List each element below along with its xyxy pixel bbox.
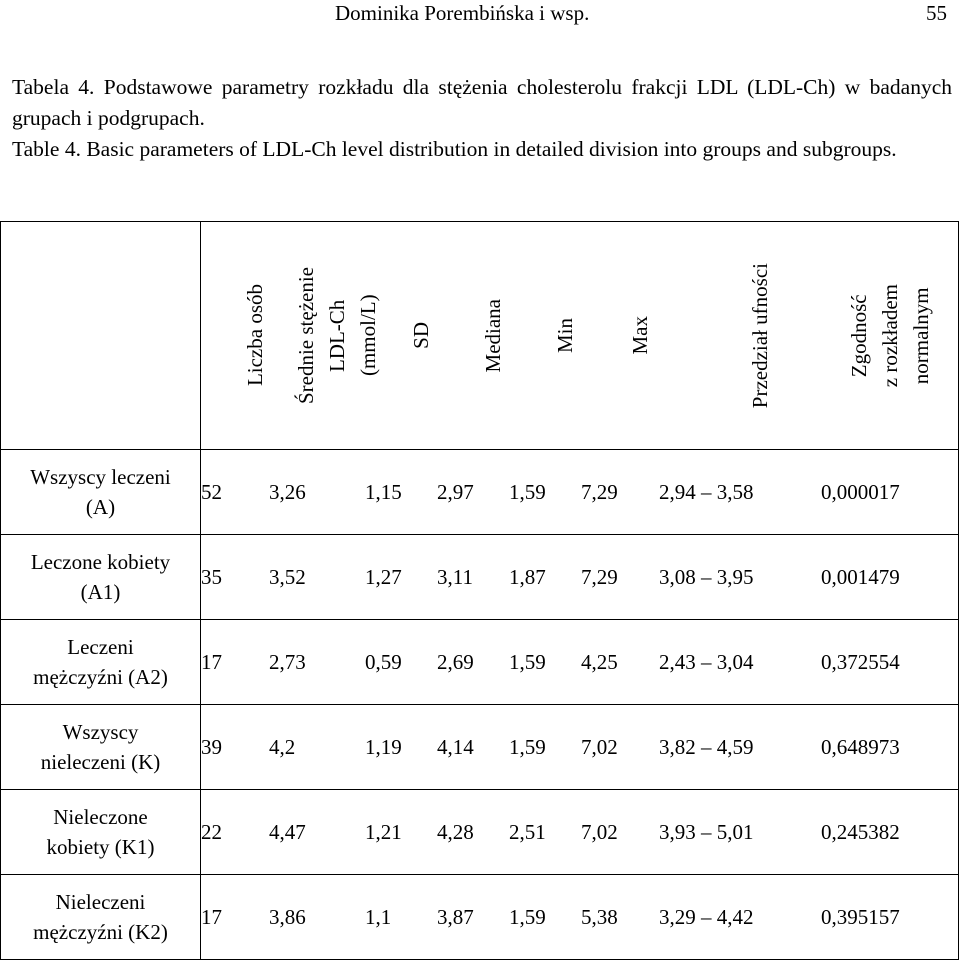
column-header-group [201, 222, 958, 449]
value-3: 1,15 [365, 479, 402, 504]
value-7: 3,08 – 3,95 [659, 564, 754, 589]
value-5: 1,59 [509, 734, 546, 759]
values-cell [201, 535, 959, 620]
value-1: 17 [201, 649, 222, 674]
column-header-line: Średnie stężenie [293, 266, 318, 405]
value-6: 7,02 [581, 819, 618, 844]
value-7: 3,93 – 5,01 [659, 819, 754, 844]
values-cell [201, 620, 959, 705]
value-4: 4,28 [437, 819, 474, 844]
running-head: Dominika Porembińska i wsp. [335, 1, 590, 25]
column-header-line: z rozkładem [877, 283, 902, 388]
value-3: 0,59 [365, 649, 402, 674]
value-7: 3,29 – 4,42 [659, 904, 754, 929]
value-5: 2,51 [509, 819, 546, 844]
value-4: 2,97 [437, 479, 474, 504]
table-row [1, 705, 959, 790]
value-4: 2,69 [437, 649, 474, 674]
column-header-label [550, 318, 581, 353]
value-4: 4,14 [437, 734, 474, 759]
column-header-label [240, 284, 271, 386]
page-number: 55 [926, 1, 947, 25]
value-6: 5,38 [581, 904, 618, 929]
value-5: 1,59 [509, 904, 546, 929]
column-header-label [745, 263, 776, 408]
value-6: 4,25 [581, 649, 618, 674]
group-name-line: Nieleczeni [55, 890, 146, 914]
value-8: 0,648973 [821, 734, 900, 759]
value-1: 39 [201, 734, 222, 759]
value-7: 3,82 – 4,59 [659, 734, 754, 759]
table-row [1, 620, 959, 705]
column-header-label [844, 284, 937, 387]
values-cell [201, 790, 959, 875]
column-header-line: Mediana [480, 298, 505, 373]
column-header-line: Max [627, 316, 652, 355]
column-header-label [625, 316, 656, 355]
value-5: 1,87 [509, 564, 546, 589]
group-name-cell [1, 875, 201, 960]
value-3: 1,21 [365, 819, 402, 844]
value-4: 3,11 [437, 564, 473, 589]
caption-english: Table 4. Basic parameters of LDL-Ch level distribution in detailed division into groups and subgroups. [12, 137, 897, 161]
group-name-line: kobiety (K1) [46, 835, 155, 859]
column-header-5 [529, 318, 601, 353]
group-name-cell [1, 620, 201, 705]
caption-polish: Tabela 4. Podstawowe parametry rozkładu dla stężenia cholesterolu frakcji LDL (LDL-Ch) w badanych grupach i podgrupach. [12, 75, 952, 130]
value-1: 52 [201, 479, 222, 504]
value-6: 7,02 [581, 734, 618, 759]
value-8: 0,001479 [821, 564, 900, 589]
column-header-line: Zgodność [846, 294, 871, 377]
group-name-line: Leczone kobiety [30, 550, 171, 574]
value-8: 0,245382 [821, 819, 900, 844]
group-name-cell [1, 535, 201, 620]
group-name-cell [1, 790, 201, 875]
value-2: 3,52 [269, 564, 306, 589]
column-header-4 [457, 299, 529, 372]
value-6: 7,29 [581, 479, 618, 504]
value-2: 2,73 [269, 649, 306, 674]
value-2: 3,86 [269, 904, 306, 929]
group-name-line: mężczyźni (A2) [33, 665, 168, 689]
value-5: 1,59 [509, 649, 546, 674]
column-header-3 [385, 322, 457, 349]
column-header-7 [679, 263, 841, 408]
page-header [0, 0, 960, 30]
value-1: 17 [201, 904, 222, 929]
table-row [1, 450, 959, 535]
column-header-label [478, 299, 509, 372]
value-2: 4,47 [269, 819, 306, 844]
column-header-line: Liczba osób [242, 284, 267, 387]
group-name-cell [1, 450, 201, 535]
column-header-line: LDL-Ch [324, 299, 349, 372]
group-name-line: Nieleczone [53, 805, 148, 829]
group-name-line: mężczyźni (K2) [33, 920, 168, 944]
values-cell [201, 705, 959, 790]
values-cell [201, 450, 959, 535]
column-header-1 [221, 284, 289, 386]
group-name-line: (A1) [80, 580, 121, 604]
value-7: 2,43 – 3,04 [659, 649, 754, 674]
column-header-line: SD [408, 322, 433, 349]
column-headers [201, 222, 959, 450]
column-header-8 [841, 284, 939, 387]
table-caption [12, 72, 952, 165]
value-6: 7,29 [581, 564, 618, 589]
data-table [0, 221, 959, 960]
group-name-line: (A) [85, 495, 116, 519]
value-8: 0,372554 [821, 649, 900, 674]
column-header-label [291, 267, 384, 404]
value-2: 3,26 [269, 479, 306, 504]
value-1: 35 [201, 564, 222, 589]
value-3: 1,1 [365, 904, 392, 929]
value-8: 0,000017 [821, 479, 900, 504]
value-3: 1,27 [365, 564, 402, 589]
values-cell [201, 875, 959, 960]
column-header-line: normalnym [908, 287, 933, 384]
group-name-line: Wszyscy leczeni [30, 465, 171, 489]
table-row [1, 790, 959, 875]
group-name-line: Wszyscy [62, 720, 139, 744]
column-header-label [406, 322, 437, 349]
table-body [1, 450, 959, 960]
column-header-line: Min [552, 317, 577, 353]
table-row [1, 535, 959, 620]
group-name-cell [1, 705, 201, 790]
group-name-line: nieleczeni (K) [40, 750, 161, 774]
value-3: 1,19 [365, 734, 402, 759]
value-7: 2,94 – 3,58 [659, 479, 754, 504]
column-header-2 [289, 267, 385, 404]
table-row [1, 875, 959, 960]
column-header-line: Przedział ufności [747, 262, 772, 409]
corner-cell [1, 222, 201, 450]
value-8: 0,395157 [821, 904, 900, 929]
column-header-line: (mmol/L) [355, 294, 380, 377]
value-5: 1,59 [509, 479, 546, 504]
value-4: 3,87 [437, 904, 474, 929]
value-1: 22 [201, 819, 222, 844]
header-row [1, 222, 959, 450]
group-name-line: Leczeni [67, 635, 134, 659]
value-2: 4,2 [269, 734, 296, 759]
column-header-6 [601, 316, 679, 355]
